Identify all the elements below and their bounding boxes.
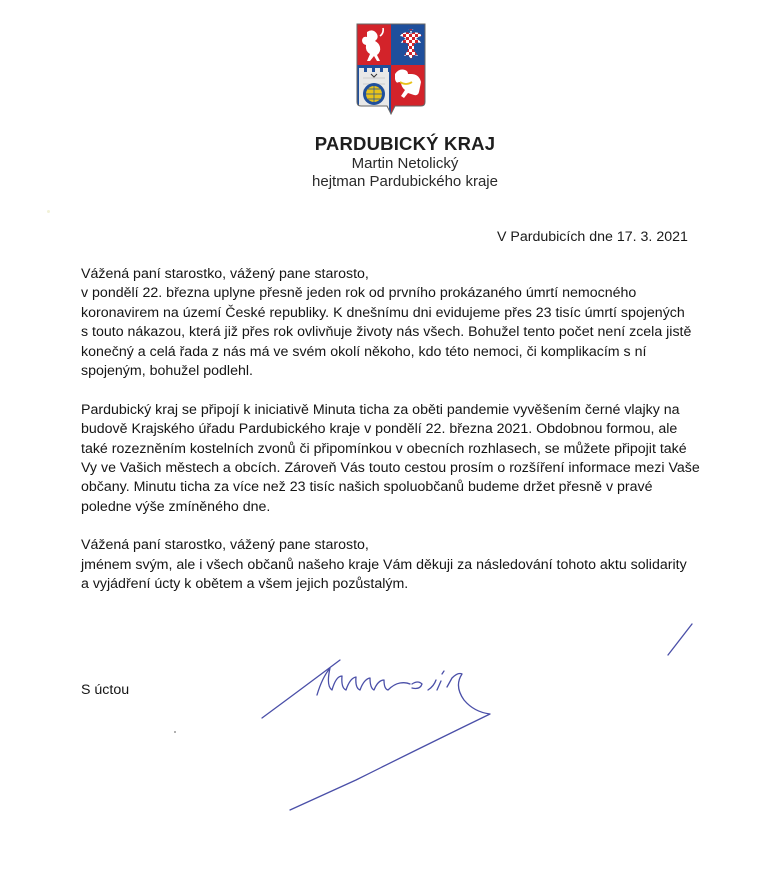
text-line: s touto nákazou, která již přes rok ovlivňuje životy nás všech. Bohužel tento počet není zcela jistě [81, 324, 692, 341]
text-line: konečný a celá řada z nás má ve svém okolí někoho, kdo této nemoci, či komplikacím s ní [81, 343, 647, 360]
scan-speck [47, 210, 50, 213]
paragraph-2 [81, 401, 721, 517]
text-line: jménem svým, ale i všech občanů našeho kraje Vám děkuji za následování tohoto aktu solidarity [81, 556, 687, 573]
text-line: spojeným, bohužel podlehl. [81, 362, 253, 379]
text-line: v pondělí 22. března uplyne přesně jeden rok od prvního prokázaného úmrtí nemocného [81, 285, 637, 302]
text-line: a vyjádření úcty k obětem a všem jejich pozůstalým. [81, 576, 409, 593]
closing-salutation: S úctou [81, 682, 130, 698]
coat-of-arms-icon [355, 22, 427, 116]
text-line: Vážená paní starostko, vážený pane starosto, [81, 266, 369, 282]
text-line: Vážená paní starostko, vážený pane starosto, [81, 537, 369, 554]
text-line: Pardubický kraj se připojí k iniciativě Minuta ticha za oběti pandemie vyvěšením černé vlajky na [81, 401, 680, 418]
text-line: také rozezněním kostelních zvonů či připomínkou v obecních rozhlasech, se můžete připojit také [81, 440, 687, 457]
scan-dot [174, 731, 176, 733]
text-line: koronavirem na území České republiky. K dnešnímu dni evidujeme přes 23 tisíc úmrtí spojených [81, 304, 685, 321]
paragraph-1 [81, 265, 721, 381]
organization-name: PARDUBICKÝ KRAJ [314, 133, 496, 154]
text-line: Vy ve Vašich městech a obcích. Zároveň Vás touto cestou prosím o rozšíření informace mezi Vaše [81, 459, 700, 476]
text-line: poledne výše zmíněného dne. [81, 498, 271, 515]
paragraph-3 [81, 536, 721, 594]
letterhead [250, 133, 560, 191]
date-line: V Pardubicích dne 17. 3. 2021 [497, 229, 688, 245]
letter-body [81, 265, 721, 614]
author-name: Martin Netolický [351, 155, 459, 172]
text-line: občany. Minutu ticha za více než 23 tisíc našich spoluobčanů budeme držet přesně v pravé [81, 479, 653, 496]
author-role: hejtman Pardubického kraje [312, 173, 498, 190]
text-line: budově Krajského úřadu Pardubického kraje v pondělí 22. března 2021. Obdobnou formou, ale [81, 421, 678, 438]
